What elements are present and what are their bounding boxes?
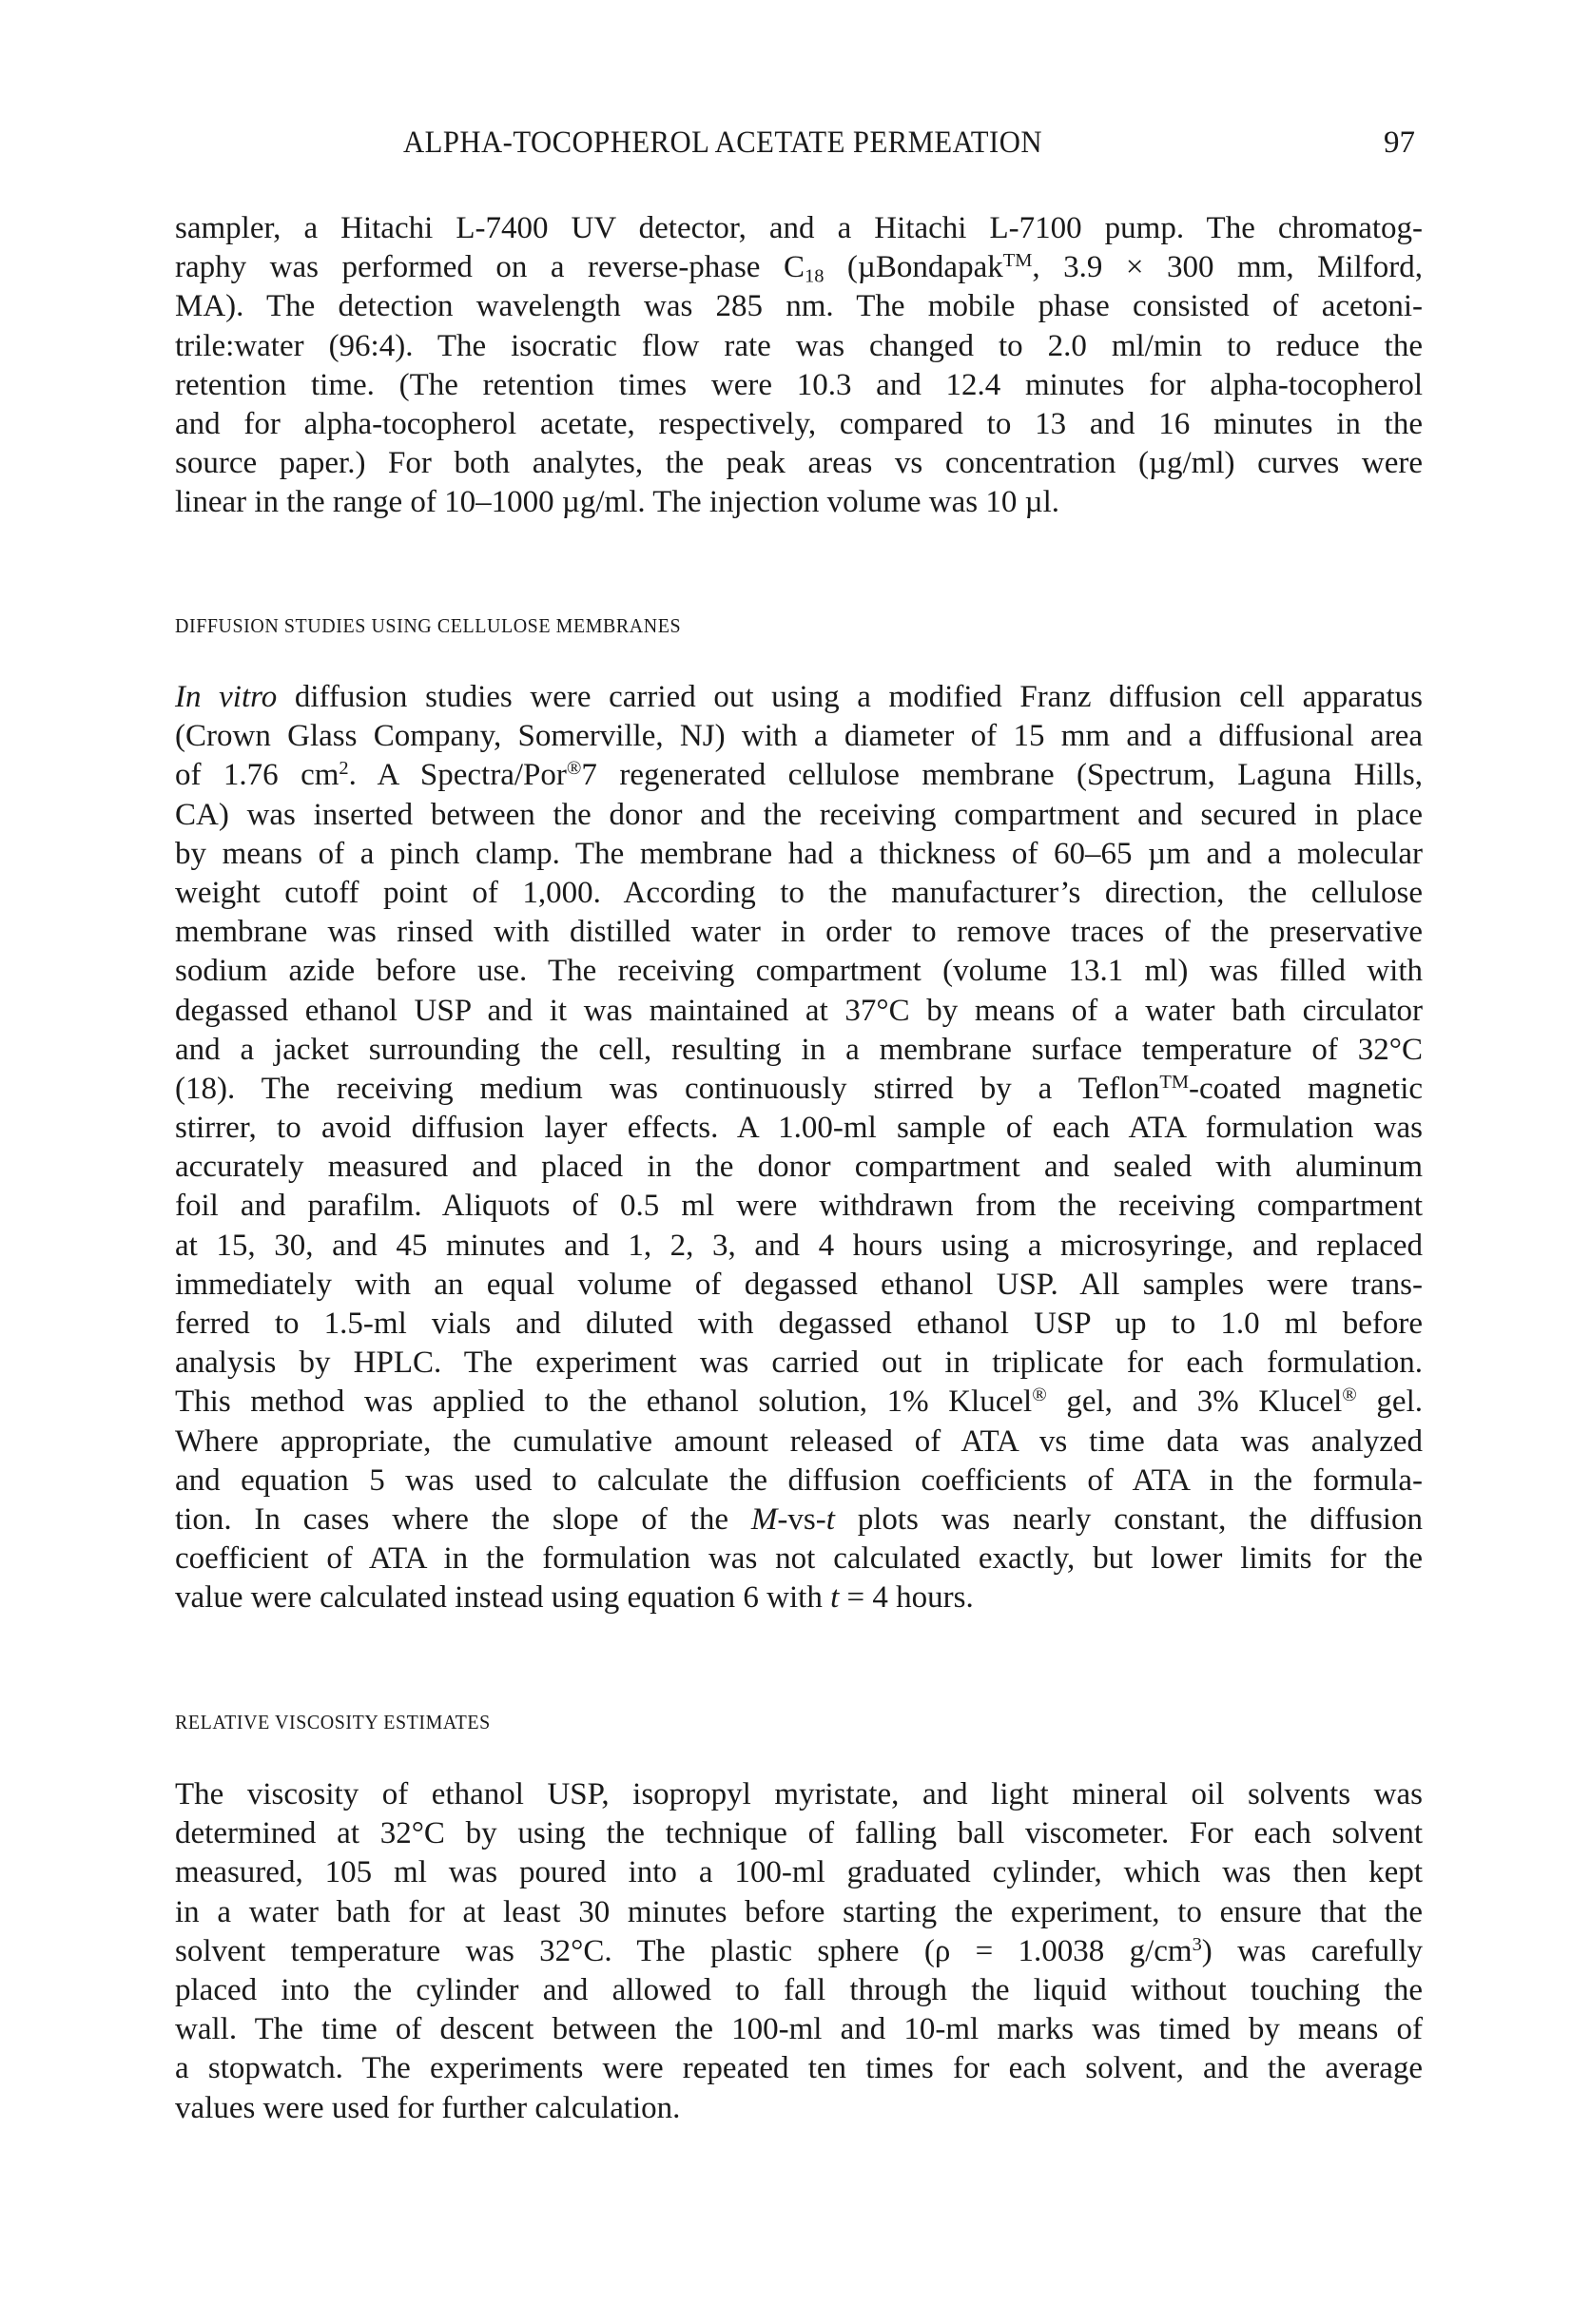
viscosity-estimates-paragraph: [175, 1775, 1423, 2128]
text-line: trile:water (96:4). The isocratic flow rate was changed to 2.0 ml/min to reduce the: [175, 328, 1423, 363]
text-line: accurately measured and placed in the donor compartment and sealed with aluminum: [175, 1150, 1423, 1185]
text-line: in a water bath for at least 30 minutes before starting the experiment, to ensure that the: [175, 1894, 1423, 1929]
text-line: degassed ethanol USP and it was maintained at 37°C by means of a water bath circulator: [175, 993, 1423, 1028]
text-line: ferred to 1.5-ml vials and diluted with degassed ethanol USP up to 1.0 ml before: [175, 1307, 1423, 1341]
text-line: sodium azide before use. The receiving compartment (volume 13.1 ml) was filled with: [175, 954, 1423, 989]
text-line: source paper.) For both analytes, the peak areas vs concentration (µg/ml) curves were: [175, 446, 1423, 481]
text-line: value were calculated instead using equation 6 with t = 4 hours.: [175, 1580, 974, 1616]
page-number: 97: [1384, 126, 1415, 160]
text-line: immediately with an equal volume of degassed ethanol USP. All samples were trans-: [175, 1267, 1423, 1302]
text-line: by means of a pinch clamp. The membrane had a thickness of 60–65 µm and a molecular: [175, 836, 1423, 871]
text-line: This method was applied to the ethanol solution, 1% Klucel® gel, and 3% Klucel® gel.: [175, 1385, 1423, 1420]
section-heading-diffusion-studies: DIFFUSION STUDIES USING CELLULOSE MEMBRANES: [175, 614, 682, 637]
text-line: of 1.76 $cm^2$. A Spectra/Por®7 regenerated cellulose membrane (Spectrum, Laguna Hills,: [175, 758, 1424, 793]
text-line: weight cutoff point of 1,000. According to the manufacturer’s direction, the cellulose: [175, 875, 1423, 910]
text-line: raphy was performed on a reverse-phase $C_{18}$ (µBondapak™, 3.9 × 300 mm, Milford,: [175, 249, 1423, 287]
text-line: and equation 5 was used to calculate the diffusion coefficients of ATA in the formula-: [175, 1462, 1423, 1498]
text-line: stirrer, to avoid diffusion layer effects. A 1.00-ml sample of each ATA formulation was: [175, 1111, 1423, 1146]
text-line: wall. The time of descent between the 100-ml and 10-ml marks was timed by means of: [175, 2012, 1423, 2047]
text-line: placed into the cylinder and allowed to fall through the liquid without touching the: [175, 1972, 1423, 2007]
text-line: MA). The detection wavelength was 285 nm. The mobile phase consisted of acetoni-: [175, 289, 1423, 324]
text-line: analysis by HPLC. The experiment was carried out in triplicate for each formulation.: [175, 1346, 1423, 1381]
text-line: coefficient of ATA in the formulation was not calculated exactly, but lower limits for the: [175, 1541, 1423, 1577]
text-line: (Crown Glass Company, Somerville, NJ) with a diameter of 15 mm and a diffusional area: [175, 719, 1423, 754]
text-line: solvent temperature was 32°C. The plastic sphere (ρ = 1.0038 $g/cm^3$) was carefully: [175, 1933, 1423, 1968]
text-line: tion. In cases where the slope of the M-vs-t plots was nearly constant, the diffusion: [175, 1501, 1423, 1537]
text-line: Where appropriate, the cumulative amount released of ATA vs time data was analyzed: [175, 1423, 1423, 1459]
text-line: sampler, a Hitachi L-7400 UV detector, and a Hitachi L-7100 pump. The chromatog-: [175, 211, 1423, 245]
text-line: and for alpha-tocopherol acetate, respectively, compared to 13 and 16 minutes in the: [175, 406, 1423, 441]
text-line: measured, 105 ml was poured into a 100-ml graduated cylinder, which was then kept: [175, 1855, 1423, 1890]
section-heading-relative-viscosity: RELATIVE VISCOSITY ESTIMATES: [175, 1711, 491, 1733]
running-title: ALPHA-TOCOPHEROL ACETATE PERMEATION: [403, 126, 1042, 160]
diffusion-studies-paragraph: [175, 678, 1423, 1618]
text-line: determined at 32°C by using the technique of falling ball viscometer. For each solvent: [175, 1816, 1423, 1851]
running-header: [175, 122, 1423, 164]
hplc-method-paragraph: [175, 209, 1423, 523]
text-line: membrane was rinsed with distilled water in order to remove traces of the preservative: [175, 915, 1423, 950]
text-line: (18). The receiving medium was continuously stirred by a Teflon™-coated magnetic: [175, 1071, 1424, 1106]
text-line: linear in the range of 10–1000 µg/ml. The injection volume was 10 µl.: [175, 485, 1060, 520]
text-line: CA) was inserted between the donor and the receiving compartment and secured in place: [175, 797, 1423, 832]
text-line: a stopwatch. The experiments were repeated ten times for each solvent, and the average: [175, 2051, 1423, 2086]
text-line: at 15, 30, and 45 minutes and 1, 2, 3, and 4 hours using a microsyringe, and replaced: [175, 1228, 1423, 1263]
text-line: retention time. (The retention times were 10.3 and 12.4 minutes for alpha-tocopherol: [175, 367, 1423, 402]
text-line: and a jacket surrounding the cell, resulting in a membrane surface temperature of 32°C: [175, 1032, 1423, 1067]
text-line: foil and parafilm. Aliquots of 0.5 ml were withdrawn from the receiving compartment: [175, 1189, 1423, 1224]
text-line: In vitro diffusion studies were carried out using a modified Franz diffusion cell apparatus: [175, 680, 1424, 714]
text-line: The viscosity of ethanol USP, isopropyl myristate, and light mineral oil solvents was: [175, 1777, 1423, 1811]
text-line: values were used for further calculation.: [175, 2090, 681, 2125]
